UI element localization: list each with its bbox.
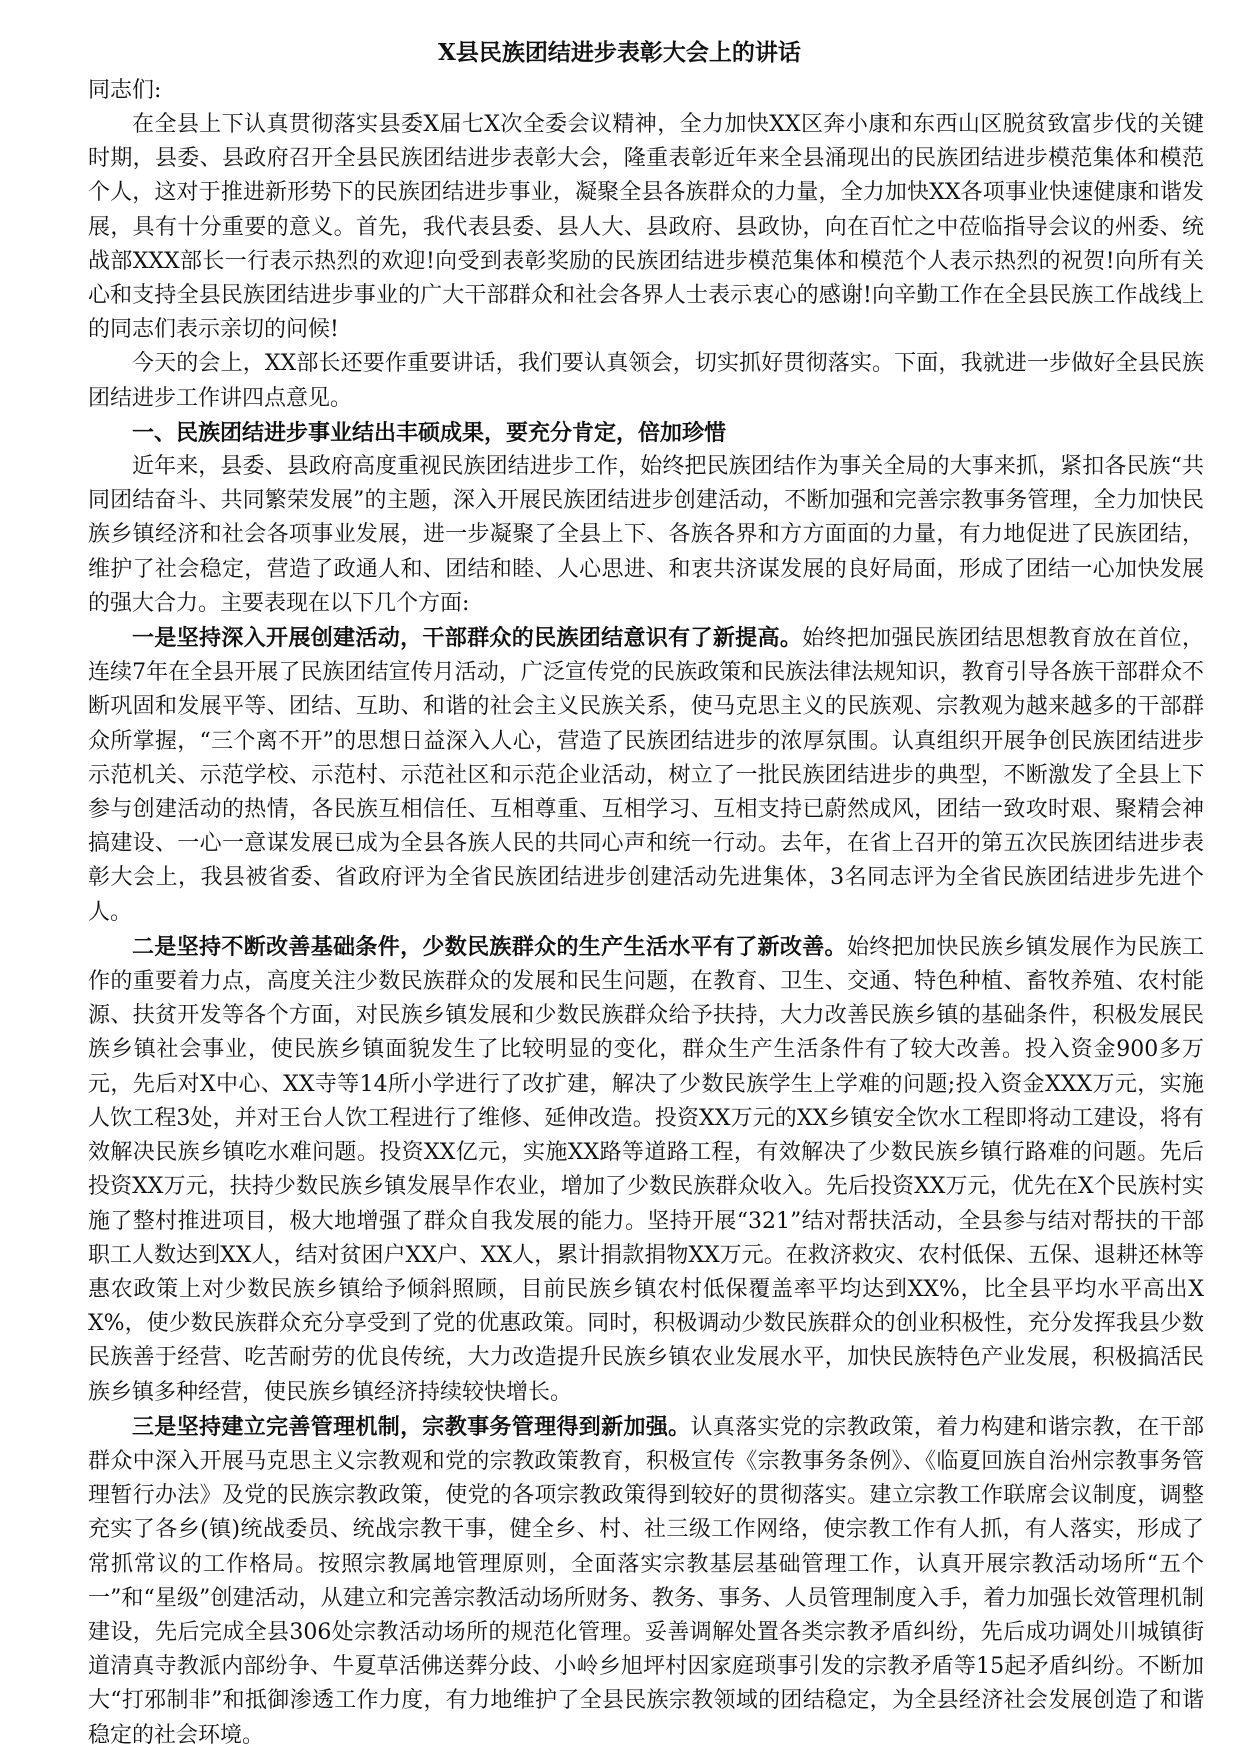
point-3-body: 认真落实党的宗教政策，着力构建和谐宗教，在干部群众中深入开展马克思主义宗教观和党的宗教政策教育，积极宣传《宗教事务条例》、《临夏回族自治州宗教事务管理暂行办法》及党的民族宗教政策，使党的各项宗教政策得到较好的贯彻落实。建立宗教工作联席会议制度，调整充实了各乡(镇)统战委员、统战宗教干事，健全乡、村、社三级工作网络，使宗教工作有人抓，有人落实，形成了常抓常议的工作格局。按照宗教属地管理原则，全面落实宗教基层基础管理工作，认真开展宗教活动场所“五个一”和“星级”创建活动，从建立和完善宗教活动场所财务、教务、事务、人员管理制度入手，着力加强长效管理机制建设，先后完成全县306处宗教活动场所的规范化管理。妥善调解处置各类宗教矛盾纠纷，先后成功调处川城镇街道清真寺教派内部纷争、牛夏草活佛送葬分歧、小岭乡旭坪村因家庭琐事引发的宗教矛盾等15起矛盾纠纷。不断加大“打邪制非”和抵御渗透工作力度，有力地维护了全县民族宗教领域的团结稳定，为全县经济社会发展创造了和谐稳定的社会环境。 — [88, 1414, 1204, 1748]
point-2-paragraph — [88, 930, 1204, 1410]
intro-paragraph-2: 今天的会上，XX部长还要作重要讲话，我们要认真领会，切实抓好贯彻落实。下面，我就进一步做好全县民族团结进步工作讲四点意见。 — [88, 351, 1204, 411]
point-1-lead: 一是坚持深入开展创建活动，干部群众的民族团结意识有了新提高。 — [132, 625, 803, 652]
point-2-body: 始终把加快民族乡镇发展作为民族工作的重要着力点，高度关注少数民族群众的发展和民生问题，在教育、卫生、交通、特色种植、畜牧养殖、农村能源、扶贫开发等各个方面，对民族乡镇发展和少数民族群众给予扶持，大力改善民族乡镇的基础条件，积极发展民族乡镇社会事业，使民族乡镇面貌发生了比较明显的变化，群众生产生活条件有了较大改善。投入资金900多万元，先后对X中心、XX寺等14所小学进行了改扩建，解决了少数民族学生上学难的问题;投入资金XXX万元，实施人饮工程3处，并对王台人饮工程进行了维修、延伸改造。投资XX万元的XX乡镇安全饮水工程即将动工建设，将有效解决民族乡镇吃水难问题。投资XX亿元，实施XX路等道路工程，有效解决了少数民族乡镇行路难的问题。先后投资XX万元，扶持少数民族乡镇发展旱作农业，增加了少数民族群众收入。先后投资XX万元，优先在X个民族村实施了整村推进项目，极大地增强了群众自我发展的能力。坚持开展“321”结对帮扶活动，全县参与结对帮扶的干部职工人数达到XX人，结对贫困户XX户、XX人，累计捐款捐物XX万元。在救济救灾、农村低保、五保、退耕还林等惠农政策上对少数民族乡镇给予倾斜照顾，目前民族乡镇农村低保覆盖率平均达到XX%，比全县平均水平高出XX%，使少数民族群众充分享受到了党的优惠政策。同时，积极调动少数民族群众的创业积极性，充分发挥我县少数民族善于经营、吃苦耐劳的优良传统，大力改造提升民族乡镇农业发展水平，加快民族特色产业发展，积极搞活民族乡镇多种经营，使民族乡镇经济持续较快增长。 — [88, 934, 1204, 1405]
salutation: 同志们: — [88, 78, 162, 103]
point-2-lead: 二是坚持不断改善基础条件，少数民族群众的生产生活水平有了新改善。 — [132, 933, 847, 960]
point-1-paragraph — [88, 621, 1204, 930]
point-3-paragraph — [88, 1410, 1204, 1753]
document-title: X县民族团结进步表彰大会上的讲话 — [438, 39, 801, 66]
point-3-lead: 三是坚持建立完善管理机制，宗教事务管理得到新加强。 — [132, 1413, 691, 1440]
section-1-paragraph: 近年来，县委、县政府高度重视民族团结进步工作，始终把民族团结作为事关全局的大事来抓，紧扣各民族“共同团结奋斗、共同繁荣发展”的主题，深入开展民族团结进步创建活动，不断加强和完善宗教事务管理，全力加快民族乡镇经济和社会各项事业发展，进一步凝聚了全县上下、各族各界和方方面面的力量，有力地促进了民族团结，维护了社会稳定，营造了政通人和、团结和睦、人心思进、和衷共济谋发展的良好局面，形成了团结一心加快发展的强大合力。主要表现在以下几个方面: — [88, 454, 1204, 616]
intro-paragraph-1: 在全县上下认真贯彻落实县委X届七X次全委会议精神，全力加快XX区奔小康和东西山区脱贫致富步伐的关键时期，县委、县政府召开全县民族团结进步表彰大会，隆重表彰近年来全县涌现出的民族团结进步模范集体和模范个人，这对于推进新形势下的民族团结进步事业，凝聚全县各族群众的力量，全力加快XX各项事业快速健康和谐发展，具有十分重要的意义。首先，我代表县委、县人大、县政府、县政协，向在百忙之中莅临指导会议的州委、统战部XXX部长一行表示热烈的欢迎!向受到表彰奖励的民族团结进步模范集体和模范个人表示热烈的祝贺!向所有关心和支持全县民族团结进步事业的广大干部群众和社会各界人士表示衷心的感谢!向辛勤工作在全县民族工作战线上的同志们表示亲切的问候! — [88, 112, 1204, 343]
document-page — [88, 36, 1204, 1753]
section-1-heading: 一、民族团结进步事业结出丰硕成果，要充分肯定，倍加珍惜 — [132, 419, 727, 446]
point-1-body: 始终把加强民族团结思想教育放在首位，连续7年在全县开展了民族团结宣传月活动，广泛宣传党的民族政策和民族法律法规知识，教育引导各族干部群众不断巩固和发展平等、团结、互助、和谐的社会主义民族关系，使马克思主义的民族观、宗教观为越来越多的干部群众所掌握，“三个离不开”的思想日益深入人心，营造了民族团结进步的浓厚氛围。认真组织开展争创民族团结进步示范机关、示范学校、示范村、示范社区和示范企业活动，树立了一批民族团结进步的典型，不断激发了全县上下参与创建活动的热情，各民族互相信任、互相尊重、互相学习、互相支持已蔚然成风，团结一致攻时艰、聚精会神搞建设、一心一意谋发展已成为全县各族人民的共同心声和统一行动。去年，在省上召开的第五次民族团结进步表彰大会上，我县被省委、省政府评为全省民族团结进步创建活动先进集体，3名同志评为全省民族团结进步先进个人。 — [88, 626, 1204, 925]
